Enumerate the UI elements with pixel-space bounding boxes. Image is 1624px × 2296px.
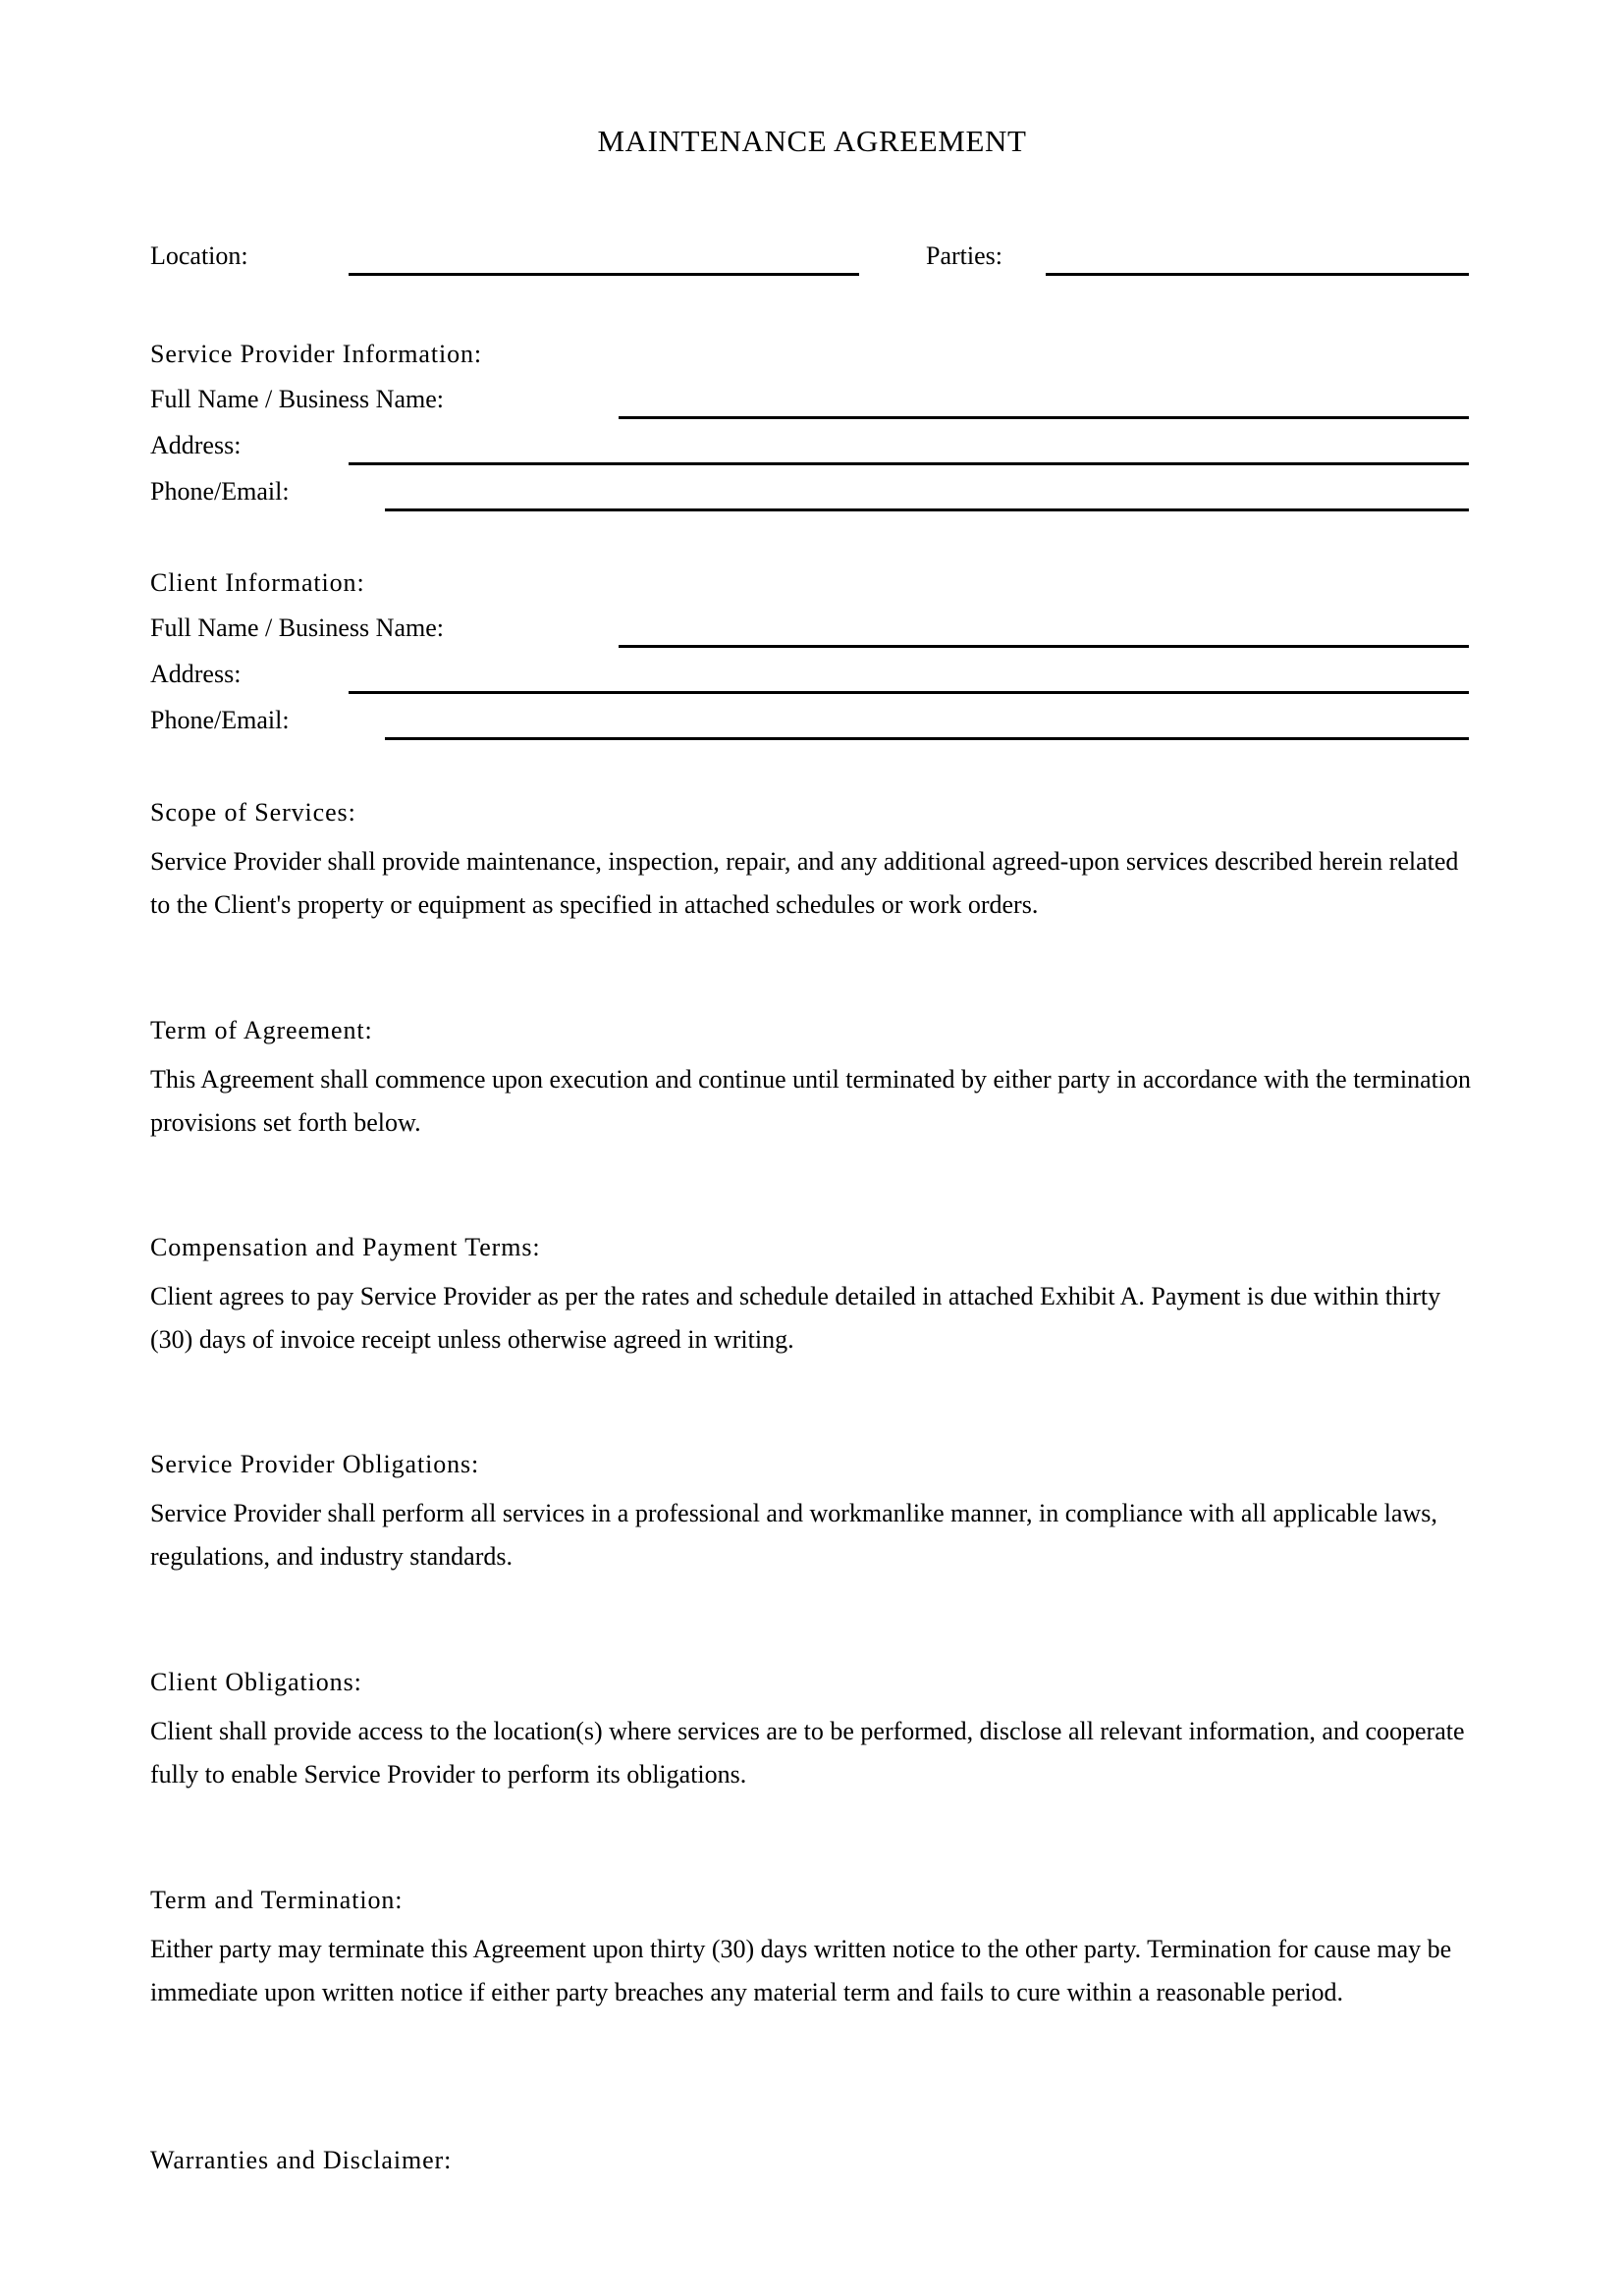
service-provider-obligations-body: Service Provider shall perform all services in a professional and workmanlike manner, in compliance with all applicable laws, regulations, and industry standards.	[150, 1499, 1437, 1571]
term-and-termination-heading: Term and Termination:	[150, 1886, 404, 1914]
compensation-and-payment-terms-body: Client agrees to pay Service Provider as per the rates and schedule detailed in attached Exhibit A. Payment is due within thirty (30) days of invoice receipt unless otherwise agreed in writing.	[150, 1282, 1441, 1354]
page-title: MAINTENANCE AGREEMENT	[597, 124, 1027, 158]
client-obligations-heading: Client Obligations:	[150, 1668, 362, 1696]
client-obligations-body: Client shall provide access to the location(s) where services are to be performed, disclose all relevant information, and cooperate fully to enable Service Provider to perform its obligations.	[150, 1717, 1465, 1789]
compensation-and-payment-terms-heading: Compensation and Payment Terms:	[150, 1233, 541, 1261]
location-label: Location:	[150, 241, 248, 270]
term-and-termination-body: Either party may terminate this Agreement upon thirty (30) days written notice to the other party. Termination for cause may be immediate upon written notice if either party breaches any material term and fails to cure within a reasonable period.	[150, 1935, 1452, 2006]
parties-label: Parties:	[926, 241, 1002, 270]
scope-of-services-heading: Scope of Services:	[150, 798, 356, 827]
warranties-and-disclaimer-heading: Warranties and Disclaimer:	[150, 2146, 453, 2174]
client-phone-email-label: Phone/Email:	[150, 706, 290, 734]
client-full-name-input-line[interactable]	[619, 645, 1469, 648]
service-provider-full-name-label: Full Name / Business Name:	[150, 385, 444, 413]
client-phone-email-input-line[interactable]	[385, 737, 1469, 740]
service-provider-address-input-line[interactable]	[349, 462, 1469, 465]
term-of-agreement-heading: Term of Agreement:	[150, 1016, 373, 1044]
service-provider-information-heading: Service Provider Information:	[150, 340, 483, 368]
service-provider-obligations-heading: Service Provider Obligations:	[150, 1450, 480, 1478]
service-provider-phone-email-label: Phone/Email:	[150, 477, 290, 506]
client-address-label: Address:	[150, 660, 242, 688]
client-address-input-line[interactable]	[349, 691, 1469, 694]
location-input-line[interactable]	[349, 273, 859, 276]
client-full-name-label: Full Name / Business Name:	[150, 614, 444, 642]
service-provider-phone-email-input-line[interactable]	[385, 508, 1469, 511]
service-provider-address-label: Address:	[150, 431, 242, 459]
scope-of-services-body: Service Provider shall provide maintenance, inspection, repair, and any additional agreed-upon services described herein related to the Client's property or equipment as specified in attached schedules or work orders.	[150, 847, 1459, 919]
client-information-heading: Client Information:	[150, 568, 365, 597]
service-provider-full-name-input-line[interactable]	[619, 416, 1469, 419]
term-of-agreement-body: This Agreement shall commence upon execution and continue until terminated by either party in accordance with the termination provisions set forth below.	[150, 1065, 1472, 1137]
parties-input-line[interactable]	[1046, 273, 1469, 276]
